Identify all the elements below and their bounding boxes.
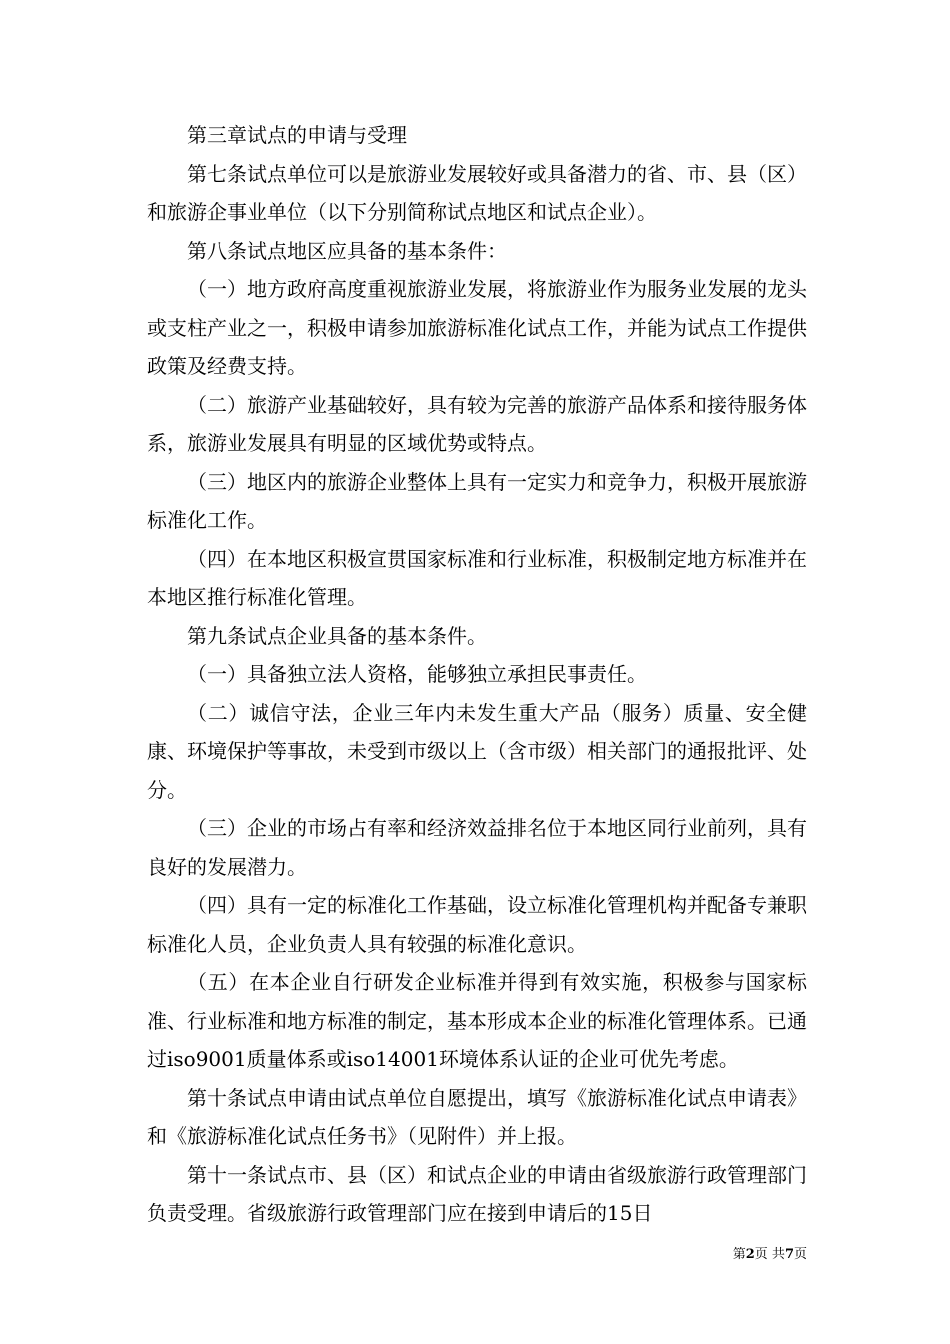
body-text [147,116,807,1233]
page-number: 2 [745,1247,755,1262]
paragraph: （二）旅游产业基础较好，具有较为完善的旅游产品体系和接待服务体系，旅游业发展具有明显的区域优势或特点。 [147,392,807,455]
footer-prefix: 第 [732,1247,746,1262]
chapter-heading: 第三章试点的申请与受理 [187,123,407,147]
paragraph: 第十条试点申请由试点单位自愿提出，填写《旅游标准化试点申请表》和《旅游标准化试点任务书》（见附件）并上报。 [147,1085,807,1148]
paragraph: （五）在本企业自行研发企业标准并得到有效实施，积极参与国家标准、行业标准和地方标准的制定，基本形成本企业的标准化管理体系。已通过iso9001质量体系或iso14001环境体系认证的企业可优先考虑。 [147,970,807,1071]
page-total: 7 [784,1247,794,1262]
paragraph: （三）企业的市场占有率和经济效益排名位于本地区同行业前列，具有良好的发展潜力。 [147,816,807,879]
paragraph: 第九条试点企业具备的基本条件。 [187,623,487,648]
paragraph: （二）诚信守法，企业三年内未发生重大产品（服务）质量、安全健康、环境保护等事故，未受到市级以上（含市级）相关部门的通报批评、处分。 [147,700,807,802]
paragraph: （四）在本地区积极宣贯国家标准和行业标准，积极制定地方标准并在本地区推行标准化管理。 [147,546,807,609]
footer-middle: 页 共 [754,1247,785,1262]
paragraph: 第七条试点单位可以是旅游业发展较好或具备潜力的省、市、县（区）和旅游企事业单位（以下分别简称试点地区和试点企业）。 [147,161,807,224]
paragraph: （一）地方政府高度重视旅游业发展，将旅游业作为服务业发展的龙头或支柱产业之一，积极申请参加旅游标准化试点工作，并能为试点工作提供政策及经费支持。 [147,277,807,378]
paragraph: 第八条试点地区应具备的基本条件： [187,238,507,263]
paragraph: 第十一条试点市、县（区）和试点企业的申请由省级旅游行政管理部门负责受理。省级旅游行政管理部门应在接到申请后的15日 [147,1162,807,1225]
footer-suffix: 页 [793,1247,807,1262]
paragraph: （三）地区内的旅游企业整体上具有一定实力和竞争力，积极开展旅游标准化工作。 [147,469,807,532]
page-footer [733,1246,807,1264]
paragraph: （一）具备独立法人资格，能够独立承担民事责任。 [187,662,647,686]
paragraph: （四）具有一定的标准化工作基础，设立标准化管理机构并配备专兼职标准化人员，企业负责人具有较强的标准化意识。 [147,893,807,956]
